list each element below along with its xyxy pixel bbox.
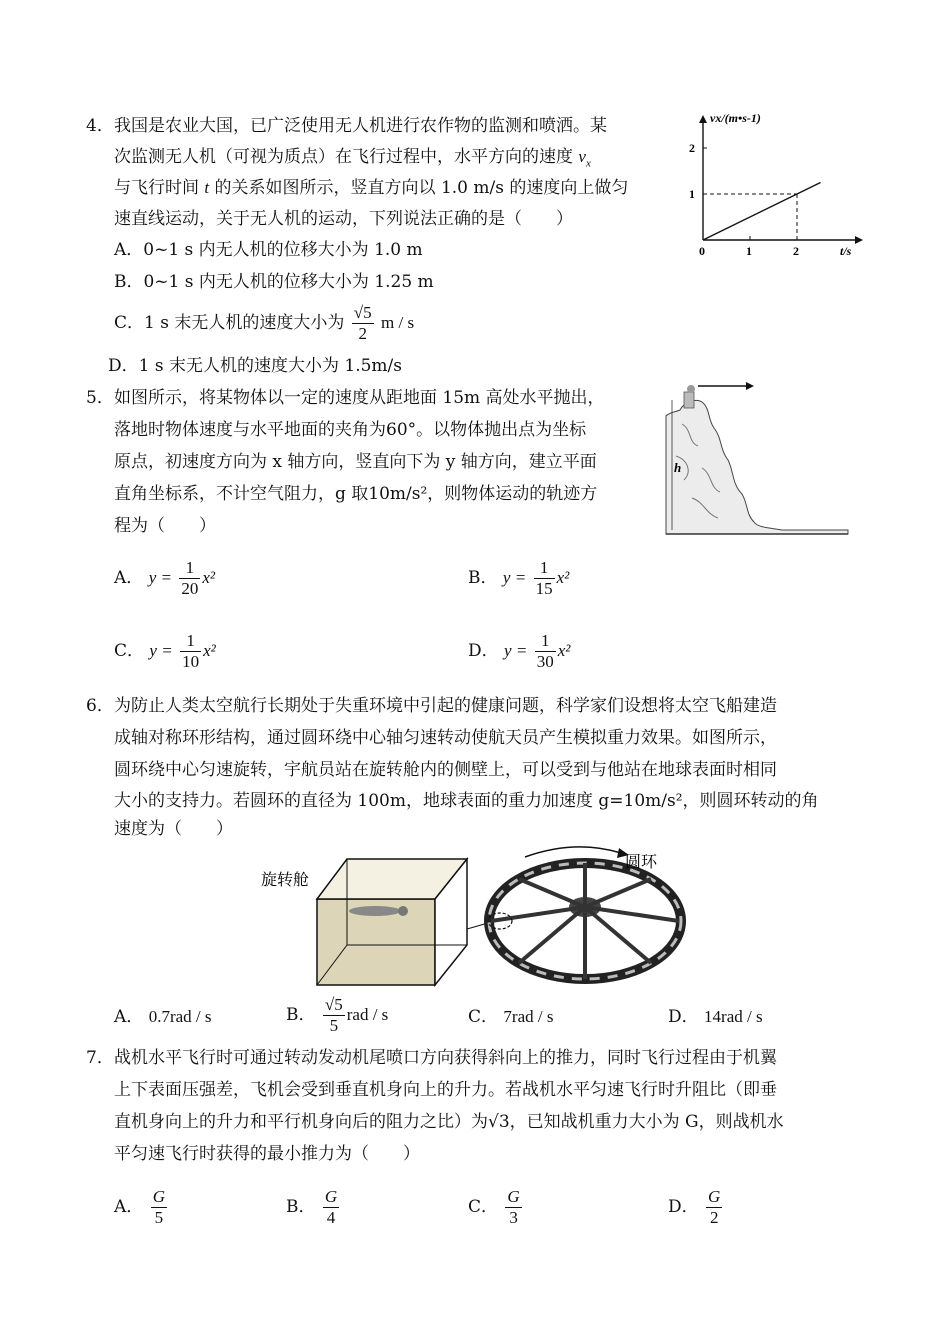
question-text: 战机水平飞行时可通过转动发动机尾喷口方向获得斜向上的推力，同时飞行过程由于机翼 <box>114 1048 777 1068</box>
question-text: 次监测无人机（可视为质点）在飞行过程中，水平方向的速度 $v_x$ <box>114 147 591 170</box>
option-c: C． 7rad / s <box>468 1007 554 1027</box>
fraction: $\frac{1}{15}$ <box>535 558 553 598</box>
cliff-shape <box>666 400 848 534</box>
option-b: B． $\frac{√5}{5}$ rad / s <box>286 995 389 1035</box>
height-label: h <box>674 460 682 475</box>
option-a: A． 0.7rad / s <box>114 1007 212 1027</box>
option-c: C．1 s 末无人机的速度大小为 $\frac{√5}{2}$ m / s <box>114 303 415 343</box>
question-text: 为防止人类太空航行长期处于失重环境中引起的健康问题，科学家们设想将太空飞船建造 <box>114 696 777 716</box>
question-text: 速直线运动，关于无人机的运动，下列说法正确的是（ ） <box>114 209 573 229</box>
option-d: D． $\frac{G}{2}$ <box>668 1187 721 1227</box>
fraction: $\frac{G}{3}$ <box>507 1187 520 1227</box>
fraction: $\frac{1}{30}$ <box>536 631 554 671</box>
x-axis-label: t/s <box>840 244 852 258</box>
thrower-figure <box>684 392 694 408</box>
option-b: B． $\frac{G}{4}$ <box>286 1187 338 1227</box>
cabin-label: 旋转舱 <box>261 872 310 889</box>
question-text: 程为（ ） <box>114 516 216 536</box>
cliff-figure <box>662 380 850 540</box>
fraction: $\frac{G}{5}$ <box>152 1187 165 1227</box>
question-number: 6． <box>86 696 114 716</box>
option-b: B．0~1 s 内无人机的位移大小为 1.25 m <box>114 272 434 292</box>
vx-t-chart <box>680 105 870 265</box>
fraction: $\frac{1}{10}$ <box>182 631 200 671</box>
rotation-arrow <box>525 847 621 857</box>
series-line <box>703 183 821 241</box>
space-station-figure <box>255 845 715 993</box>
question-text: 我国是农业大国，已广泛使用无人机进行农作物的监测和喷洒。某 <box>114 116 607 136</box>
question-text: 大小的支持力。若圆环的直径为 100m，地球表面的重力加速度 g=10m/s²，则圆环转动的角 <box>114 791 819 811</box>
question-text: 速度为（ ） <box>114 819 233 839</box>
question-text: 成轴对称环形结构，通过圆环绕中心轴匀速转动使航天员产生模拟重力效果。如图所示， <box>114 728 777 748</box>
y-tick-label: 1 <box>689 187 695 201</box>
option-b: B． y = $\frac{1}{15}$ x² <box>468 558 570 598</box>
fraction: $\frac{√5}{2}$ <box>353 303 372 343</box>
option-d: D． 14rad / s <box>668 1007 763 1027</box>
cabin-box <box>317 859 467 985</box>
ring-label: 圆环 <box>625 854 658 871</box>
question-text: 平匀速飞行时获得的最小推力为（ ） <box>114 1144 420 1164</box>
thrower-head <box>687 385 695 393</box>
option-c: C． y = $\frac{1}{10}$ x² <box>114 631 216 671</box>
x-axis-arrow <box>855 236 863 244</box>
fraction: $\frac{G}{4}$ <box>324 1187 338 1227</box>
question-number: 5． <box>86 388 114 408</box>
option-a: A． y = $\frac{1}{20}$ x² <box>114 558 216 598</box>
x-tick-label: 0 <box>699 244 705 258</box>
option-a: A．0~1 s 内无人机的位移大小为 1.0 m <box>114 240 423 260</box>
question-text: 与飞行时间 t 的关系如图所示，竖直方向以 1.0 m/s 的速度向上做匀 <box>114 178 629 198</box>
chart-axes <box>699 115 863 244</box>
option-d: D．1 s 末无人机的速度大小为 1.5m/s <box>108 356 402 376</box>
question-text: 直机身向上的升力和平行机身向后的阻力之比）为√3，已知战机重力大小为 G，则战机水 <box>114 1112 784 1132</box>
velocity-arrowhead <box>746 382 754 390</box>
x-tick-label: 1 <box>746 244 752 258</box>
question-number: 4． <box>86 116 114 136</box>
x-tick-label: 2 <box>793 244 799 258</box>
y-axis-arrow <box>699 115 707 123</box>
question-number: 7． <box>86 1048 114 1068</box>
fraction: $\frac{√5}{5}$ <box>324 995 343 1035</box>
question-text: 上下表面压强差，飞机会受到垂直机身向上的升力。若战机水平匀速飞行时升阻比（即垂 <box>114 1080 777 1100</box>
fraction: $\frac{1}{20}$ <box>181 558 199 598</box>
y-tick-label: 2 <box>689 141 695 155</box>
option-a: A． $\frac{G}{5}$ <box>114 1187 165 1227</box>
question-text: 如图所示，将某物体以一定的速度从距地面 15m 高处水平抛出， <box>114 388 605 408</box>
question-text: 直角坐标系，不计空气阻力，g 取10m/s²，则物体运动的轨迹方 <box>114 484 598 504</box>
y-axis-label: vx/(m•s-1) <box>710 111 761 125</box>
ring-station <box>488 863 681 979</box>
option-c: C． $\frac{G}{3}$ <box>468 1187 520 1227</box>
option-d: D． y = $\frac{1}{30}$ x² <box>468 631 571 671</box>
question-text: 原点，初速度方向为 x 轴方向，竖直向下为 y 轴方向，建立平面 <box>114 452 597 472</box>
astronaut <box>349 906 401 916</box>
question-text: 落地时物体速度与水平地面的夹角为60°。以物体抛出点为坐标 <box>114 420 587 440</box>
fraction: $\frac{G}{2}$ <box>708 1187 721 1227</box>
question-text: 圆环绕中心匀速旋转，宇航员站在旋转舱内的侧壁上，可以受到与他站在地球表面时相同 <box>114 760 777 780</box>
